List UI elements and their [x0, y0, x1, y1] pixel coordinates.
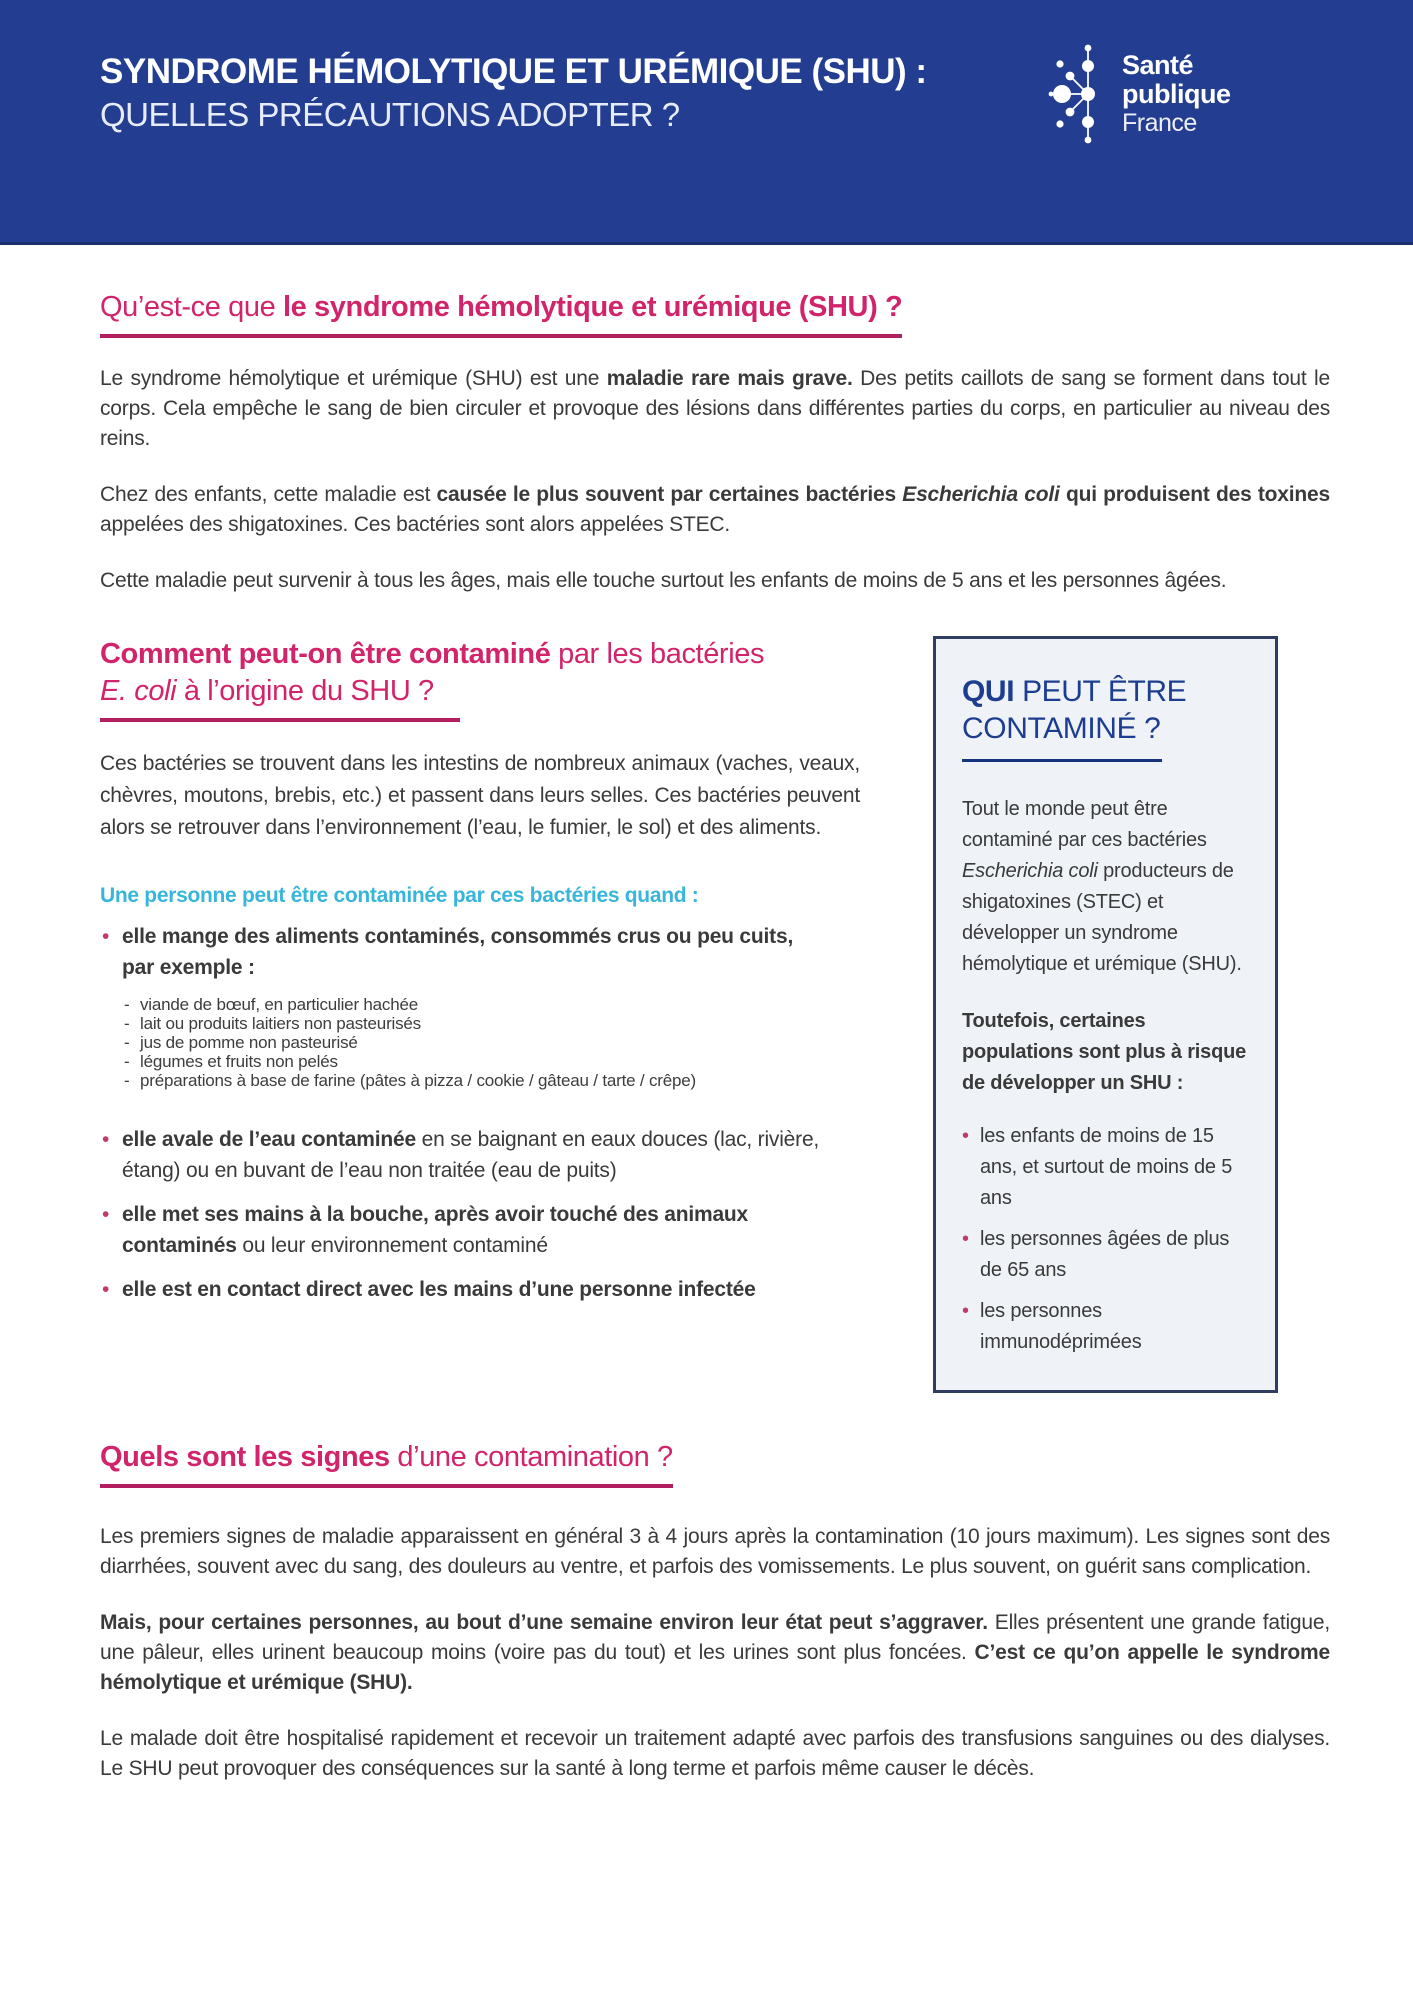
sidebar-paragraph-2: Toutefois, certaines populations sont plus à risque de développer un SHU :	[962, 1010, 1247, 1094]
page-title: SYNDROME HÉMOLYTIQUE ET URÉMIQUE (SHU) :	[100, 52, 927, 91]
text-segment-bold: elle met ses mains à la bouche, après avoir touché des animaux contaminés	[122, 1203, 749, 1257]
sidebar-who-can-be-contaminated	[933, 636, 1278, 1393]
section-how-title	[100, 636, 860, 710]
sante-publique-france-logo	[1048, 40, 1230, 148]
text-segment-bold: elle mange des aliments contaminés, consommés crus ou peu cuits,	[122, 925, 794, 948]
paragraph-what-1	[100, 364, 1330, 454]
text-segment: appelées des shigatoxines. Ces bactéries sont alors appelées STEC.	[100, 513, 730, 536]
section-signs-title	[100, 1439, 673, 1488]
section-signs-title-bold: Quels sont les signes	[100, 1441, 390, 1473]
text-segment: Le syndrome hémolytique et urémique (SHU) est une	[100, 367, 607, 390]
text-segment: producteurs de shigatoxines (STEC) et développer un syndrome hémolytique et urémique (SHU).	[962, 860, 1242, 975]
bullet-item-hands-animals	[100, 1199, 860, 1261]
risk-group-item: • les personnes âgées de plus de 65 ans	[962, 1224, 1249, 1286]
text-segment-bold: causée le plus souvent par certaines bactéries	[436, 483, 903, 506]
document-content	[0, 289, 1413, 1784]
section-what-title-regular: Qu’est-ce que	[100, 291, 283, 323]
bullet-item-food	[100, 921, 860, 1090]
text-segment: Des petits caillots de sang se forment dans tout le corps. Cela empêche le sang de bien circuler et provoque des lésions dans différentes parties du corps, en particulier au niveau des reins.	[100, 367, 1330, 450]
text-segment-bold: maladie rare mais grave.	[606, 367, 853, 390]
paragraph-signs-1: Les premiers signes de maladie apparaissent en général 3 à 4 jours après la contamination (10 jours maximum). Les signes sont des diarrhées, souvent avec du sang, des douleurs au ventre, et parfois des vomissements. Le plus souvent, on guérit sans complication.	[100, 1525, 1330, 1578]
text-segment-bold: elle est en contact direct avec les mains d’une personne infectée	[122, 1278, 756, 1301]
at-risk-populations-list	[962, 1121, 1249, 1358]
sidebar-title-line2: CONTAMINÉ ?	[962, 712, 1161, 745]
banner-titles	[100, 50, 927, 136]
bullet-item-water	[100, 1124, 860, 1186]
text-segment: ou leur environnement contaminé	[236, 1234, 548, 1257]
risk-group-item: • les enfants de moins de 15 ans, et surtout de moins de 5 ans	[962, 1121, 1249, 1214]
food-item: - préparations à base de farine (pâtes à pizza / cookie / gâteau / tarte / crêpe)	[124, 1071, 860, 1090]
text-segment-bold-italic: Escherichia coli	[902, 483, 1060, 506]
paragraph-signs-2	[100, 1608, 1330, 1698]
logo-line-publique: publique	[1122, 78, 1231, 109]
logo-line-france: France	[1122, 108, 1197, 137]
page-subtitle: QUELLES PRÉCAUTIONS ADOPTER ?	[100, 96, 680, 133]
section-what-title-bold: le syndrome hémolytique et urémique (SHU) ?	[283, 291, 903, 323]
network-molecule-icon	[1048, 40, 1112, 148]
text-segment: en se baignant en eaux douces (lac, rivière, étang) ou en buvant de l’eau non traitée (eau de puits)	[122, 1128, 820, 1182]
section-how-title-italic: E. coli	[100, 675, 177, 707]
food-item: - viande de bœuf, en particulier hachée	[124, 995, 860, 1014]
section-how-contaminated	[100, 636, 860, 1305]
text-segment: Tout le monde peut être contaminé par ces bactéries	[962, 798, 1207, 851]
paragraph-signs-3: Le malade doit être hospitalisé rapidement et recevoir un traitement adapté avec parfois des transfusions sanguines ou des dialyses. Le SHU peut provoquer des conséquences sur la santé à long terme et parfois même causer le décès.	[100, 1727, 1330, 1780]
subheading-contamination-conditions: Une personne peut être contaminée par ces bactéries quand :	[100, 884, 699, 907]
food-examples-list	[124, 995, 860, 1090]
logo-text	[1122, 51, 1230, 138]
section-how-underline	[100, 718, 460, 722]
sidebar-title-underline	[962, 759, 1162, 762]
food-item: - légumes et fruits non pelés	[124, 1052, 860, 1071]
text-segment: Chez des enfants, cette maladie est	[100, 483, 437, 506]
paragraph-what-3: Cette maladie peut survenir à tous les âges, mais elle touche surtout les enfants de moins de 5 ans et les personnes âgées.	[100, 569, 1227, 592]
logo-line-sante: Santé	[1122, 49, 1194, 80]
text-segment-bold: par exemple :	[122, 956, 255, 979]
paragraph-how-1: Ces bactéries se trouvent dans les intestins de nombreux animaux (vaches, veaux, chèvres, moutons, brebis, etc.) et passent dans leurs selles. Ces bactéries peuvent alors se retrouver dans l’environnement (l’eau, le fumier, le sol) et des aliments.	[100, 752, 860, 839]
paragraph-what-2	[100, 480, 1330, 540]
section-signs-paragraphs	[100, 1522, 1330, 1784]
contamination-bullet-list	[100, 921, 860, 1305]
section-what-is-shu	[100, 289, 1330, 596]
two-column-row	[100, 636, 1330, 1393]
section-what-title	[100, 289, 902, 338]
bullet-item-direct-contact	[100, 1274, 860, 1305]
food-item: - jus de pomme non pasteurisé	[124, 1033, 860, 1052]
sidebar-title-bold: QUI	[962, 675, 1015, 708]
text-segment-bold: C’est ce qu’on appelle le syndrome hémolytique et urémique (SHU).	[100, 1641, 1331, 1694]
text-segment-bold: qui produisent des toxines	[1059, 483, 1330, 506]
header-banner	[0, 0, 1413, 245]
sidebar-paragraph-1	[962, 794, 1249, 980]
text-segment-bold: Mais, pour certaines personnes, au bout d’une semaine environ leur état peut s’aggraver.	[100, 1611, 988, 1634]
section-signs	[100, 1439, 1330, 1784]
section-signs-title-regular: d’une contamination ?	[389, 1441, 673, 1473]
text-segment: Elles présentent une grande fatigue, une pâleur, elles urinent beaucoup moins (voire pas du tout) et les urines sont plus foncées.	[100, 1611, 1330, 1664]
sidebar-title	[962, 673, 1249, 747]
section-how-title-regular2: à l’origine du SHU ?	[176, 675, 434, 707]
text-segment-italic: Escherichia coli	[962, 860, 1098, 882]
sidebar-title-rest: PEUT ÊTRE	[1014, 675, 1187, 708]
text-segment-bold: elle avale de l’eau contaminée	[122, 1128, 416, 1151]
section-how-title-bold: Comment peut-on être contaminé	[100, 638, 551, 670]
food-item: - lait ou produits laitiers non pasteurisés	[124, 1014, 860, 1033]
risk-group-item: • les personnes immunodéprimées	[962, 1296, 1249, 1358]
section-how-title-regular: par les bactéries	[550, 638, 765, 670]
